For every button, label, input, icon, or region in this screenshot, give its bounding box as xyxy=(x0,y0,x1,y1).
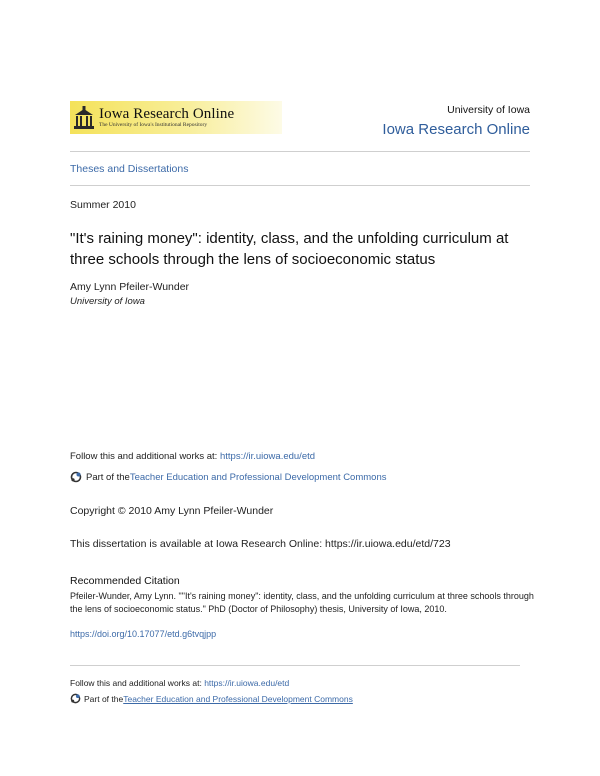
author-affiliation: University of Iowa xyxy=(70,296,145,307)
follow-line xyxy=(70,451,315,462)
iro-logo[interactable] xyxy=(70,101,282,134)
footer-follow-line xyxy=(70,678,289,688)
divider-top xyxy=(70,151,530,152)
repository-name[interactable]: Iowa Research Online xyxy=(382,121,530,138)
author-name: Amy Lynn Pfeiler-Wunder xyxy=(70,281,190,293)
divider-collection xyxy=(70,185,530,186)
footer-part-of-line xyxy=(70,693,353,704)
footer-follow-prefix: Follow this and additional works at: xyxy=(70,678,205,688)
citation-text: Pfeiler-Wunder, Amy Lynn. ""It's raining money": identity, class, and the unfolding curriculum at three schools through the lens of socioeconomic status." PhD (Doctor of Philosophy) thesis, University of Iowa, 2010. xyxy=(70,591,534,614)
copyright-notice: Copyright © 2010 Amy Lynn Pfeiler-Wunder xyxy=(70,505,274,517)
follow-prefix: Follow this and additional works at: xyxy=(70,451,220,462)
document-title: "It's raining money": identity, class, and the unfolding curriculum at three schools through the lens of socioeconomic status xyxy=(70,230,509,268)
network-commons-icon xyxy=(70,693,81,704)
doi-link[interactable]: https://doi.org/10.17077/etd.g6tvqjpp xyxy=(70,629,217,639)
logo-subtitle: The University of Iowa's Institutional Repository xyxy=(99,121,208,128)
part-of-line xyxy=(70,471,386,483)
footer-etd-link[interactable]: https://ir.uiowa.edu/etd xyxy=(204,678,290,688)
etd-link[interactable]: https://ir.uiowa.edu/etd xyxy=(219,451,316,462)
footer-commons-link[interactable]: Teacher Education and Professional Development Commons xyxy=(123,693,353,704)
network-commons-icon xyxy=(70,471,82,483)
collection-link[interactable]: Theses and Dissertations xyxy=(70,163,189,175)
footer-part-of-prefix: Part of the xyxy=(84,693,124,704)
citation-heading: Recommended Citation xyxy=(70,575,180,587)
commons-link[interactable]: Teacher Education and Professional Development Commons xyxy=(129,471,387,483)
divider-footer xyxy=(70,665,520,666)
availability-statement: This dissertation is available at Iowa Research Online: https://ir.uiowa.edu/etd/723 xyxy=(70,538,451,550)
university-name: University of Iowa xyxy=(447,104,530,116)
publication-date: Summer 2010 xyxy=(70,199,136,211)
pentacrest-building-icon xyxy=(73,106,95,130)
logo-title: Iowa Research Online xyxy=(99,105,235,122)
part-of-prefix: Part of the xyxy=(86,471,130,483)
